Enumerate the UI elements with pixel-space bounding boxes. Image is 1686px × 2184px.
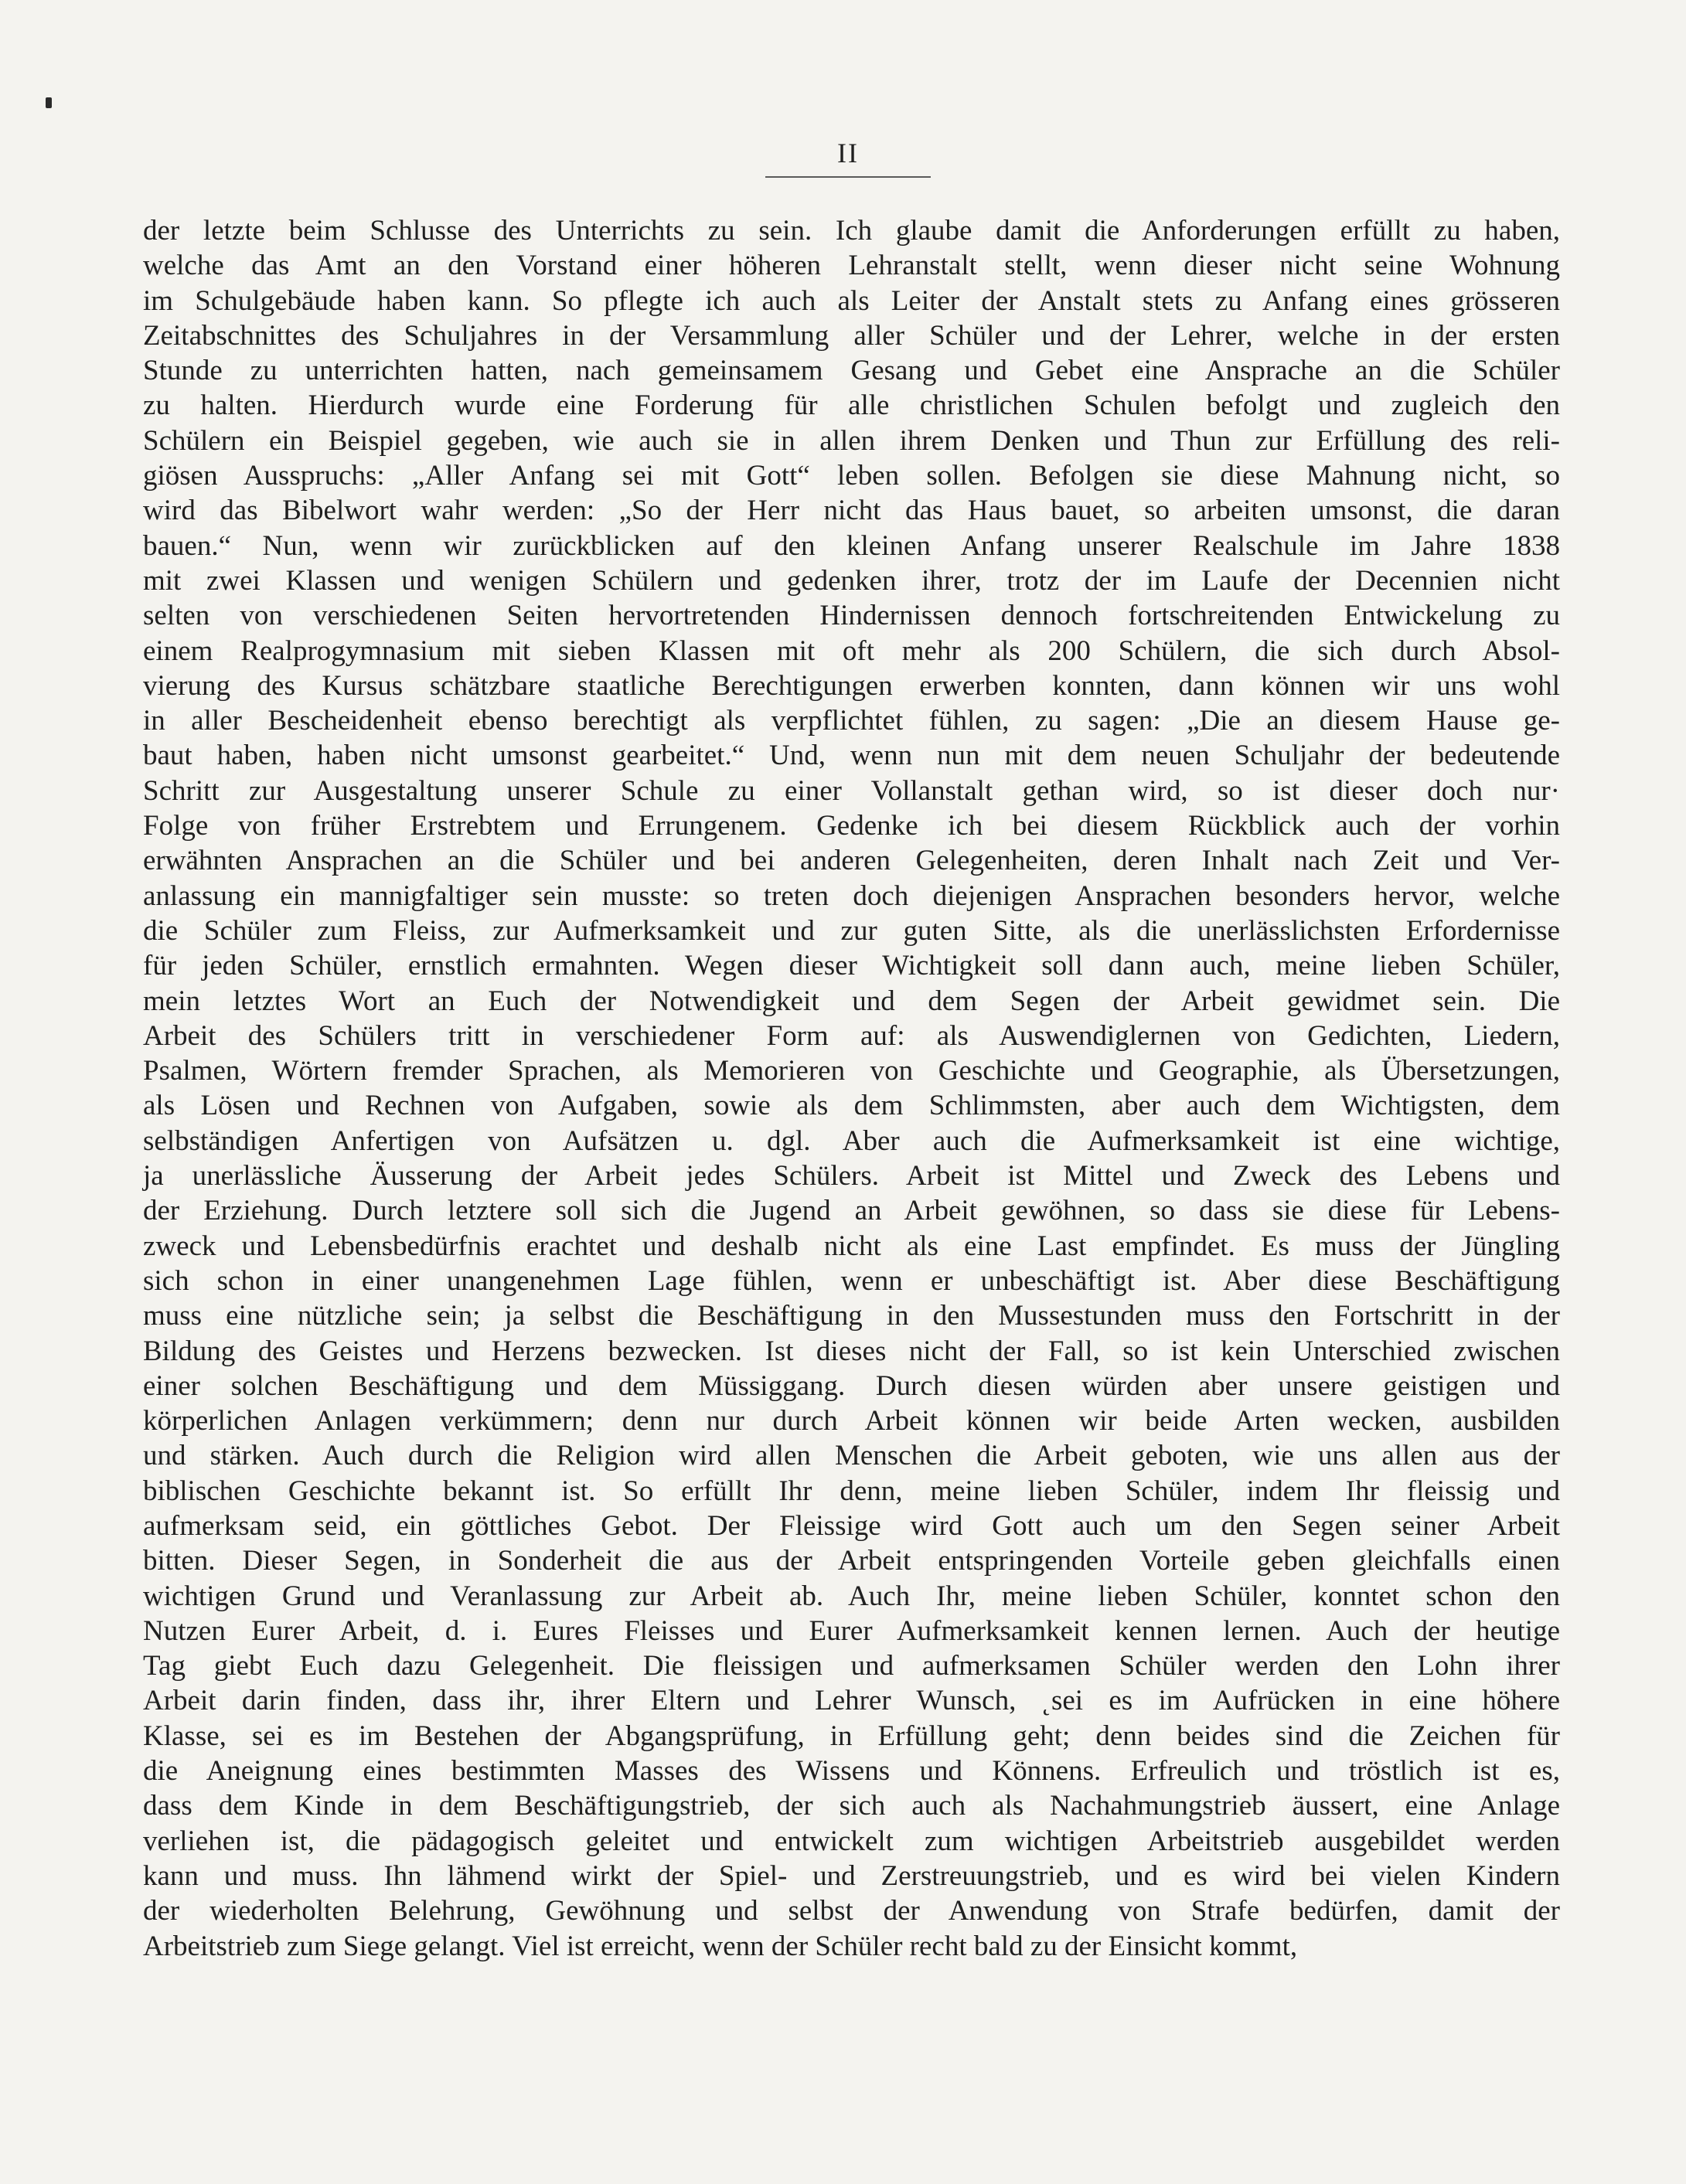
text-line: zu halten. Hierdurch wurde eine Forderung für alle christlichen Schulen befolgt und zugleich den <box>143 390 1560 422</box>
text-line: Zeitabschnittes des Schuljahres in der Versammlung aller Schüler und der Lehrer, welche in der ersten <box>143 319 1560 352</box>
text-line: Arbeit darin finden, dass ihr, ihrer Eltern und Lehrer Wunsch, ˛sei es im Aufrücken in eine höhere <box>143 1685 1560 1717</box>
text-line: und stärken. Auch durch die Religion wird allen Menschen die Arbeit geboten, wie uns allen aus der <box>143 1440 1560 1472</box>
text-line: mit zwei Klassen und wenigen Schülern und gedenken ihrer, trotz der im Laufe der Decennien nicht <box>143 564 1560 597</box>
text-line: einer solchen Beschäftigung und dem Müssiggang. Durch diesen würden aber unsere geistigen und <box>143 1369 1560 1402</box>
text-line: verliehen ist, die pädagogisch geleitet und entwickelt zum wichtigen Arbeitstrieb ausgebildet werden <box>143 1825 1560 1857</box>
text-line: Stunde zu unterrichten hatten, nach gemeinsamem Gesang und Gebet eine Ansprache an die Schüler <box>143 355 1560 387</box>
text-line: für jeden Schüler, ernstlich ermahnten. Wegen dieser Wichtigkeit soll dann auch, meine lieben Schüler, <box>143 950 1560 982</box>
text-line: anlassung ein mannigfaltiger sein musste: so treten doch diejenigen Ansprachen besonders hervor, welche <box>143 879 1560 912</box>
text-line: im Schulgebäude haben kann. So pflegte ich auch als Leiter der Anstalt stets zu Anfang eines grösseren <box>143 284 1560 317</box>
text-line: dass dem Kinde in dem Beschäftigungstrieb, der sich auch als Nachahmungstrieb äussert, eine Anlage <box>143 1790 1560 1822</box>
text-line: körperlichen Anlagen verkümmern; denn nur durch Arbeit können wir beide Arten wecken, ausbilden <box>143 1405 1560 1437</box>
text-line: giösen Ausspruchs: „Aller Anfang sei mit Gott“ leben sollen. Befolgen sie diese Mahnung nicht, so <box>143 460 1560 492</box>
text-line: die Aneignung eines bestimmten Masses des Wissens und Könnens. Erfreulich und tröstlich ist es, <box>143 1755 1560 1788</box>
body-text <box>143 213 1560 1964</box>
ink-speck <box>46 97 52 108</box>
text-line: Arbeitstrieb zum Siege gelangt. Viel ist erreicht, wenn der Schüler recht bald zu der Einsicht kommt, <box>143 1930 1298 1962</box>
text-line: welche das Amt an den Vorstand einer höheren Lehranstalt stellt, wenn dieser nicht seine Wohnung <box>143 250 1560 282</box>
text-line: der wiederholten Belehrung, Gewöhnung und selbst der Anwendung von Strafe bedürfen, damit der <box>143 1895 1560 1927</box>
text-line: der Erziehung. Durch letztere soll sich die Jugend an Arbeit gewöhnen, so dass sie diese für Lebens- <box>143 1195 1560 1227</box>
page-number: II <box>837 138 859 168</box>
header-rule <box>765 176 931 178</box>
text-line: aufmerksam seid, ein göttliches Gebot. Der Fleissige wird Gott auch um den Segen seiner Arbeit <box>143 1509 1560 1542</box>
text-line: bauen.“ Nun, wenn wir zurückblicken auf den kleinen Anfang unserer Realschule im Jahre 1838 <box>143 529 1560 562</box>
text-line: muss eine nützliche sein; ja selbst die Beschäftigung in den Mussestunden muss den Fortschritt in der <box>143 1300 1560 1332</box>
text-line: Psalmen, Wörtern fremder Sprachen, als Memorieren von Geschichte und Geographie, als Übersetzungen, <box>143 1055 1560 1087</box>
text-line: biblischen Geschichte bekannt ist. So erfüllt Ihr denn, meine lieben Schüler, indem Ihr fleissig und <box>143 1475 1560 1507</box>
text-line: Tag giebt Euch dazu Gelegenheit. Die fleissigen und aufmerksamen Schüler werden den Lohn ihrer <box>143 1650 1560 1682</box>
text-line: sich schon in einer unangenehmen Lage fühlen, wenn er unbeschäftigt ist. Aber diese Beschäftigung <box>143 1264 1560 1297</box>
text-line: Arbeit des Schülers tritt in verschiedener Form auf: als Auswendiglernen von Gedichten, Liedern, <box>143 1019 1560 1052</box>
text-line: ja unerlässliche Äusserung der Arbeit jedes Schülers. Arbeit ist Mittel und Zweck des Lebens und <box>143 1160 1560 1192</box>
text-line: der letzte beim Schlusse des Unterrichts zu sein. Ich glaube damit die Anforderungen erfüllt zu haben, <box>143 215 1560 247</box>
text-line: Klasse, sei es im Bestehen der Abgangsprüfung, in Erfüllung geht; denn beides sind die Zeichen für <box>143 1720 1560 1752</box>
text-line: bitten. Dieser Segen, in Sonderheit die aus der Arbeit entspringenden Vorteile geben gleichfalls einen <box>143 1545 1560 1577</box>
text-line: Nutzen Eurer Arbeit, d. i. Eures Fleisses und Eurer Aufmerksamkeit kennen lernen. Auch der heutige <box>143 1614 1560 1647</box>
text-line: selten von verschiedenen Seiten hervortretenden Hindernissen dennoch fortschreitenden Entwickelung zu <box>143 600 1560 632</box>
text-line: als Lösen und Rechnen von Aufgaben, sowie als dem Schlimmsten, aber auch dem Wichtigsten, dem <box>143 1090 1560 1122</box>
text-line: Bildung des Geistes und Herzens bezwecken. Ist dieses nicht der Fall, so ist kein Unterschied zwischen <box>143 1335 1560 1367</box>
text-line: kann und muss. Ihn lähmend wirkt der Spiel- und Zerstreuungstrieb, und es wird bei vielen Kindern <box>143 1859 1560 1892</box>
text-line: Schülern ein Beispiel gegeben, wie auch sie in allen ihrem Denken und Thun zur Erfüllung des reli- <box>143 424 1560 457</box>
text-line: in aller Bescheidenheit ebenso berechtigt als verpflichtet fühlen, zu sagen: „Die an diesem Hause ge- <box>143 705 1560 737</box>
text-line: baut haben, haben nicht umsonst gearbeitet.“ Und, wenn nun mit dem neuen Schuljahr der bedeutende <box>143 740 1560 772</box>
text-line: selbständigen Anfertigen von Aufsätzen u. dgl. Aber auch die Aufmerksamkeit ist eine wichtige, <box>143 1124 1560 1157</box>
text-line: einem Realprogymnasium mit sieben Klassen mit oft mehr als 200 Schülern, die sich durch Absol- <box>143 634 1560 667</box>
text-line: wichtigen Grund und Veranlassung zur Arbeit ab. Auch Ihr, meine lieben Schüler, konntet schon den <box>143 1580 1560 1612</box>
text-line: Schritt zur Ausgestaltung unserer Schule zu einer Vollanstalt gethan wird, so ist dieser doch nur· <box>143 774 1560 807</box>
text-line: die Schüler zum Fleiss, zur Aufmerksamkeit und zur guten Sitte, als die unerlässlichsten Erfordernisse <box>143 914 1560 947</box>
text-line: zweck und Lebensbedürfnis erachtet und deshalb nicht als eine Last empfindet. Es muss der Jüngling <box>143 1230 1560 1262</box>
text-line: wird das Bibelwort wahr werden: „So der Herr nicht das Haus bauet, so arbeiten umsonst, die daran <box>143 495 1560 527</box>
text-line: vierung des Kursus schätzbare staatliche Berechtigungen erwerben konnten, dann können wir uns wohl <box>143 669 1560 702</box>
page-header <box>765 139 931 178</box>
text-line: erwähnten Ansprachen an die Schüler und bei anderen Gelegenheiten, deren Inhalt nach Zeit und Ver- <box>143 845 1560 877</box>
text-line: mein letztes Wort an Euch der Notwendigkeit und dem Segen der Arbeit gewidmet sein. Die <box>143 985 1560 1017</box>
text-line: Folge von früher Erstrebtem und Errungenem. Gedenke ich bei diesem Rückblick auch der vorhin <box>143 810 1560 842</box>
